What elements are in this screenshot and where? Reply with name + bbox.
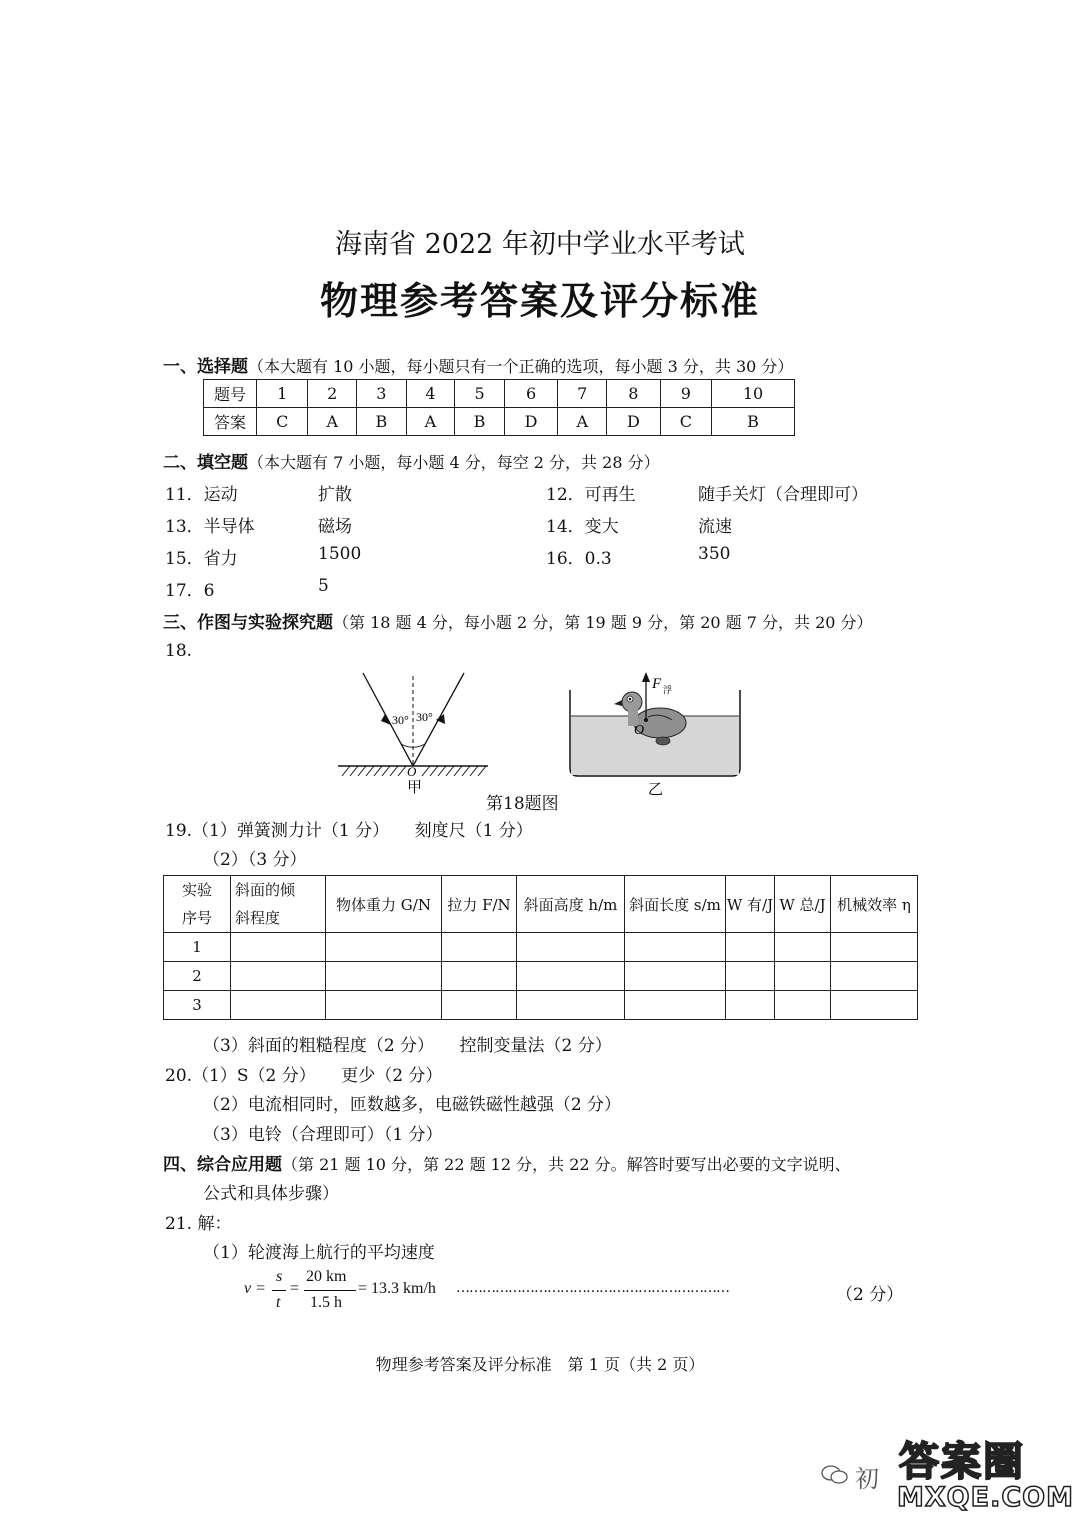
- column-header: W 有/J: [726, 876, 775, 933]
- table-cell: [775, 991, 831, 1020]
- fill-item-15: 15．省力: [165, 549, 238, 569]
- formula-s: s: [276, 1268, 283, 1285]
- table-cell: [442, 962, 517, 991]
- section3-label: 三、作图与实验探究题: [163, 613, 333, 633]
- fill-answer-11: 扩散: [318, 485, 352, 505]
- row-number: 1: [164, 933, 231, 962]
- section3-note: （第 18 题 4 分，每小题 2 分，第 19 题 9 分，第 20 题 7 分，共 20 分）: [333, 613, 873, 632]
- section3-heading: [163, 608, 873, 633]
- question-18-label: 18.: [165, 641, 193, 661]
- table-row: [164, 962, 918, 991]
- column-header: 斜面长度 s/m: [625, 876, 726, 933]
- formula-numerator: 20 km: [306, 1268, 347, 1285]
- table-cell: [726, 962, 775, 991]
- row-number: 2: [164, 962, 231, 991]
- table-header-row: [164, 876, 918, 933]
- fill-item-14: 14．变大: [546, 517, 619, 537]
- force-arrowhead-icon: [642, 672, 650, 682]
- column-header: 斜面高度 h/m: [517, 876, 625, 933]
- formula-eq: =: [290, 1280, 300, 1297]
- column-header: 物体重力 G/N: [326, 876, 442, 933]
- fill-item-16: 16．0.3: [546, 549, 612, 569]
- buoyancy-diagram: [570, 672, 740, 798]
- table-row: [164, 991, 918, 1020]
- answer-cell: B: [712, 408, 795, 436]
- point-o-label: O: [407, 764, 417, 779]
- table-cell: [517, 991, 625, 1020]
- document-title: 物理参考答案及评分标准: [319, 279, 760, 323]
- table-cell: [326, 962, 442, 991]
- section4-heading: [163, 1150, 851, 1175]
- answer-cell: D: [504, 408, 558, 436]
- table-cell: [726, 991, 775, 1020]
- q19-part3: （3）斜面的粗糙程度（2 分） 控制变量法（2 分）: [203, 1036, 612, 1056]
- fill-answer-17: 5: [318, 576, 329, 596]
- reflection-diagram: [338, 673, 488, 796]
- question-number: 2: [308, 380, 357, 408]
- fill-item-17: 17．6: [165, 581, 215, 601]
- table-cell: [625, 991, 726, 1020]
- force-f-label: F: [652, 676, 662, 692]
- fill-answer-12: 随手关灯（合理即可）: [698, 485, 868, 505]
- formula-t: t: [276, 1294, 281, 1311]
- table-cell: [775, 962, 831, 991]
- question-number: 5: [455, 380, 505, 408]
- column-header: 拉力 F/N: [442, 876, 517, 933]
- table-cell: [775, 933, 831, 962]
- site-logo: [893, 1428, 1074, 1518]
- table-cell: [326, 991, 442, 1020]
- figure-jia-label: 甲: [407, 778, 423, 796]
- fill-answer-16: 350: [698, 544, 731, 564]
- table-cell: [831, 962, 918, 991]
- section1-label: 一、选择题: [163, 357, 248, 377]
- section1-heading: [163, 352, 793, 377]
- angle-left-label: 30°: [392, 713, 409, 727]
- watermark-text: 初: [855, 1465, 879, 1493]
- question-number: 1: [257, 380, 308, 408]
- section2-label: 二、填空题: [163, 453, 248, 473]
- fill-item-13: 13．半导体: [165, 517, 255, 537]
- formula-denominator: 1.5 h: [310, 1294, 342, 1311]
- table-cell: [517, 962, 625, 991]
- answer-cell: D: [607, 408, 661, 436]
- figure-yi-label: 乙: [648, 780, 664, 798]
- table-cell: [831, 933, 918, 962]
- table-row: [164, 933, 918, 962]
- row-header-number: 题号: [204, 380, 257, 408]
- row-number: 3: [164, 991, 231, 1020]
- table-row: [204, 380, 795, 408]
- table-cell: [625, 933, 726, 962]
- row-header-answer: 答案: [204, 408, 257, 436]
- fill-answer-15: 1500: [318, 544, 362, 564]
- fill-answer-14: 流速: [698, 517, 732, 537]
- q19-part1: 19.（1）弹簧测力计（1 分） 刻度尺（1 分）: [165, 821, 533, 841]
- fill-item-12: 12．可再生: [546, 485, 636, 505]
- section4-note: （第 21 题 10 分，第 22 题 12 分，共 22 分。解答时要写出必要的文字说明、: [282, 1155, 851, 1174]
- q20-part1: 20.（1）S（2 分） 更少（2 分）: [165, 1066, 443, 1086]
- table-cell: [231, 991, 326, 1020]
- table-cell: [442, 933, 517, 962]
- page-footer: 物理参考答案及评分标准 第 1 页（共 2 页）: [375, 1355, 705, 1374]
- table-cell: [517, 933, 625, 962]
- answer-cell: A: [406, 408, 455, 436]
- q21-part1: （1）轮渡海上航行的平均速度: [203, 1243, 435, 1263]
- fraction-bar: [304, 1290, 356, 1291]
- table-cell: [442, 991, 517, 1020]
- column-header: 实验 序号: [164, 876, 231, 933]
- logo-top-text: 答案圈: [899, 1439, 1025, 1485]
- answer-cell: B: [357, 408, 407, 436]
- fill-answer-13: 磁场: [318, 517, 352, 537]
- section2-heading: [163, 448, 660, 473]
- fill-item-11: 11．运动: [165, 485, 238, 505]
- column-header: W 总/J: [775, 876, 831, 933]
- answer-cell: A: [308, 408, 357, 436]
- formula-v: v =: [244, 1280, 266, 1297]
- q20-part3: （3）电铃（合理即可）（1 分）: [203, 1125, 443, 1145]
- table-row: [204, 408, 795, 436]
- fraction-bar: [272, 1290, 286, 1291]
- choice-answer-table: [203, 379, 795, 436]
- question-number: 4: [406, 380, 455, 408]
- question-number: 8: [607, 380, 661, 408]
- table-cell: [625, 962, 726, 991]
- table-cell: [326, 933, 442, 962]
- formula-score: （2 分）: [836, 1285, 904, 1305]
- section4-note-continued: 公式和具体步骤）: [203, 1184, 339, 1204]
- figure-caption: 第18题图: [486, 794, 559, 814]
- leader-dots: ………………………………………………………: [456, 1280, 729, 1296]
- question-number: 7: [558, 380, 607, 408]
- q21-label: 21. 解：: [165, 1214, 232, 1234]
- table-cell: [831, 991, 918, 1020]
- column-header: 斜面的倾 斜程度: [231, 876, 326, 933]
- angle-right-label: 30°: [416, 710, 433, 724]
- wechat-icon: [820, 1463, 850, 1485]
- answer-cell: A: [558, 408, 607, 436]
- question-number: 6: [504, 380, 558, 408]
- q20-part2: （2）电流相同时，匝数越多，电磁铁磁性越强（2 分）: [203, 1095, 622, 1115]
- section1-note: （本大题有 10 小题，每小题只有一个正确的选项，每小题 3 分，共 30 分）: [248, 357, 794, 376]
- question-number: 10: [712, 380, 795, 408]
- column-header: 机械效率 η: [831, 876, 918, 933]
- figure-18: [330, 668, 770, 808]
- force-f-subscript: 浮: [663, 686, 673, 696]
- q19-part2: （2）（3 分）: [203, 850, 307, 870]
- formula-result: = 13.3 km/h: [358, 1280, 436, 1297]
- exam-title: 海南省 2022 年初中学业水平考试: [335, 229, 745, 260]
- section4-label: 四、综合应用题: [163, 1155, 282, 1175]
- answer-cell: C: [257, 408, 308, 436]
- center-point: [644, 718, 648, 722]
- experiment-table: [163, 875, 918, 1020]
- logo-bottom-text: MXQE.COM: [897, 1482, 1074, 1513]
- answer-cell: C: [660, 408, 711, 436]
- section2-note: （本大题有 7 小题，每小题 4 分，每空 2 分，共 28 分）: [248, 453, 660, 472]
- question-number: 3: [357, 380, 407, 408]
- table-cell: [726, 933, 775, 962]
- answer-cell: B: [455, 408, 505, 436]
- table-cell: [231, 933, 326, 962]
- question-number: 9: [660, 380, 711, 408]
- point-o2-label: O: [634, 723, 645, 738]
- table-cell: [231, 962, 326, 991]
